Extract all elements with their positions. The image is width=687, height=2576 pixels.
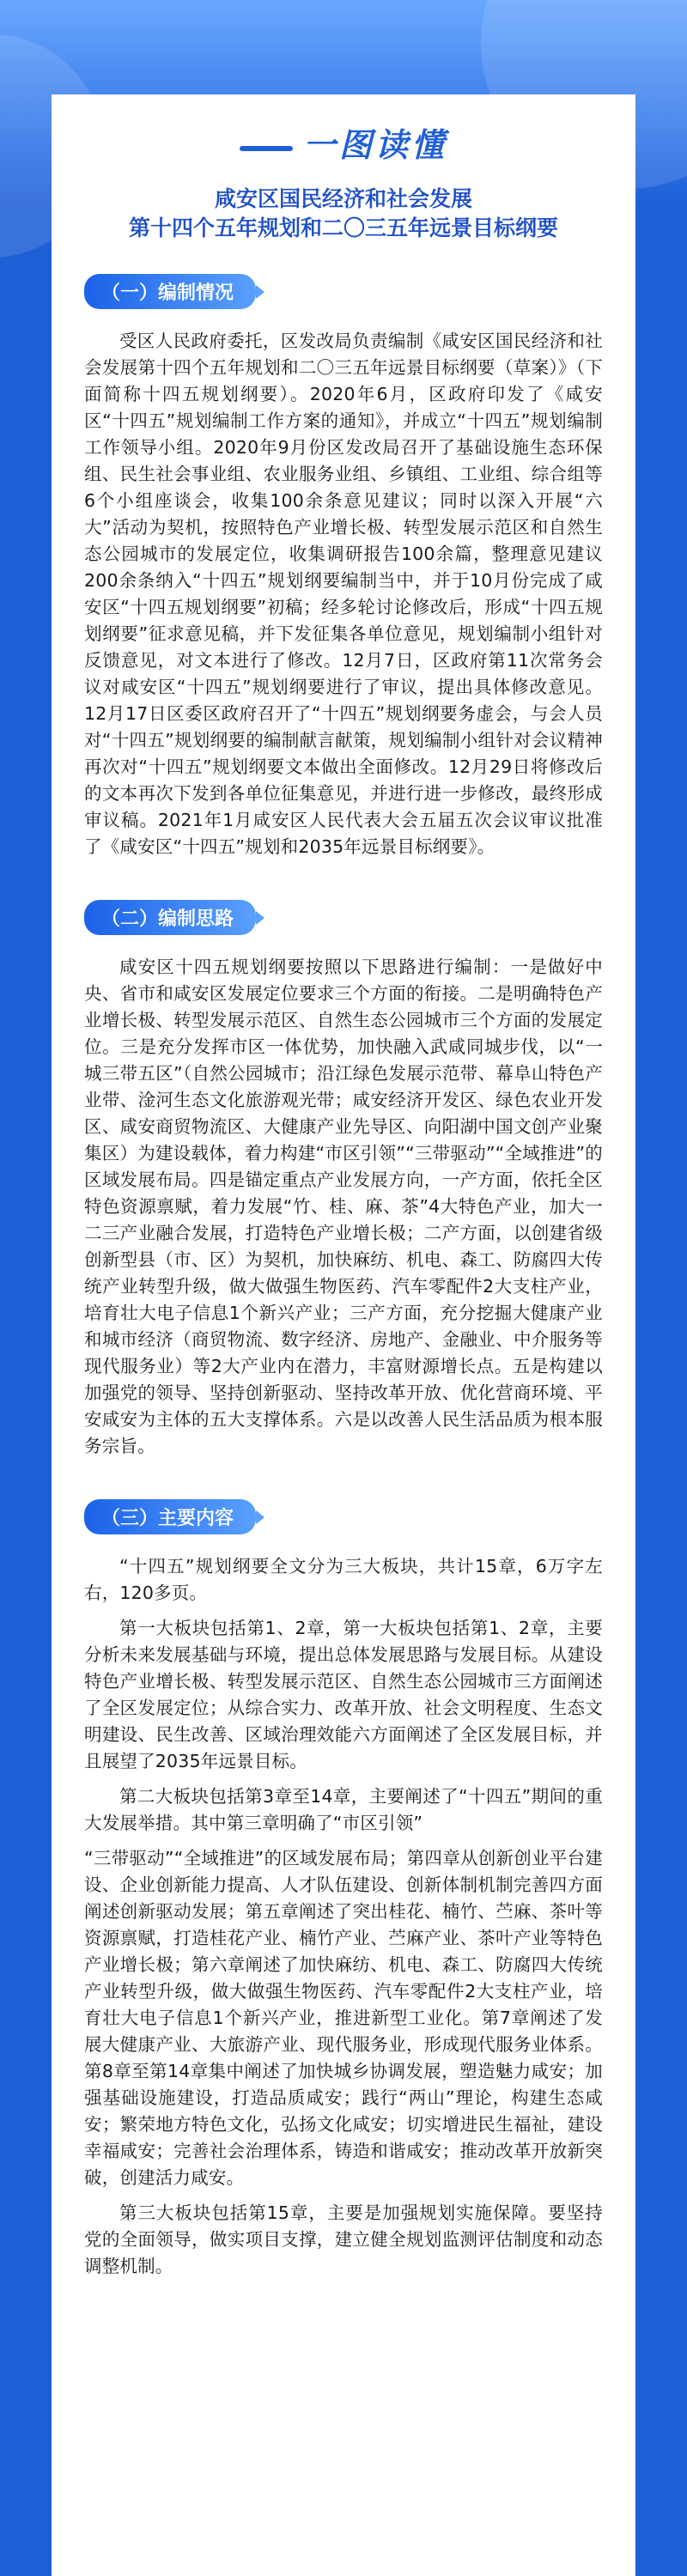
brand-logo: 一图读懂 xyxy=(84,118,603,166)
paragraph: “十四五”规划纲要全文分为三大板块，共计15章，6万字左右，120多页。 xyxy=(84,1556,603,1603)
paragraph: 第一大板块包括第1、2章，第一大板块包括第1、2章，主要分析未来发展基础与环境，提出总体发展思路与发展目标。从建设特色产业增长极、转型发展示范区、自然生态公园城市三方面阐述了全区发展定位；从综合实力、改革开放、社会文明程度、生态文明建设、民生改善、区域治理效能六方面阐述了全区发展目标，并且展望了2035年远景目标。 xyxy=(84,1618,603,1771)
section-heading: （二）编制思路 xyxy=(84,900,256,935)
section-3 xyxy=(84,1468,603,2280)
section-heading: （三）主要内容 xyxy=(84,1499,256,1534)
title-line: 第十四个五年规划和二〇三五年远景目标纲要 xyxy=(128,216,558,240)
document-card xyxy=(52,94,635,2576)
title-line: 咸安区国民经济和社会发展 xyxy=(214,186,472,211)
brand-mark-icon xyxy=(240,146,293,151)
paragraph: 第三大板块包括第15章，主要是加强规划实施保障。要坚持党的全面领导，做实项目支撑，建立健全规划监测评估制度和动态调整机制。 xyxy=(84,2202,603,2276)
paragraph: 受区人民政府委托，区发改局负责编制《咸安区国民经济和社会发展第十四个五年规划和二〇三五年远景目标纲要（草案）》（下面简称十四五规划纲要）。2020年6月，区政府印发了《咸安区“十四五”规划编制工作方案的通知》，并成立“十四五”规划编制工作领导小组。2020年9月份区发改局召开了基础设施生态环保组、民生社会事业组、农业服务业组、乡镇组、工业组、综合组等6个小组座谈会，收集100余条意见建议；同时以深入开展“六大”活动为契机，按照特色产业增长极、转型发展示范区和自然生态公园城市的发展定位，收集调研报告100余篇，整理意见建议200余条纳入“十四五”规划纲要编制当中，并于10月份完成了咸安区“十四五规划纲要”初稿；经多轮讨论修改后，形成“十四五规划纲要”征求意见稿，并下发征集各单位意见，规划编制小组针对反馈意见，对文本进行了修改。12月7日，区政府第11次常务会议对咸安区“十四五”规划纲要进行了审议，提出具体修改意见。12月17日区委区政府召开了“十四五”规划纲要务虚会，与会人员对“十四五”规划纲要的编制献言献策，规划编制小组针对会议精神再次对“十四五”规划纲要文本做出全面修改。12月29日将修改后的文本再次下发到各单位征集意见，并进行进一步修改，最终形成审议稿。2021年1月咸安区人民代表大会五届五次会议审议批准了《咸安区“十四五”规划和2035年远景目标纲要》。 xyxy=(84,331,603,857)
paragraph: 咸安区十四五规划纲要按照以下思路进行编制：一是做好中央、省市和咸安区发展定位要求三个方面的衔接。二是明确特色产业增长极、转型发展示范区、自然生态公园城市三个方面的发展定位。三是充分发挥市区一体优势，加快融入武咸同城步伐，以“一城三带五区”（自然公园城市；沿江绿色发展示范带、幕阜山特色产业带、淦河生态文化旅游观光带；咸安经济开发区、绿色农业开发区、咸安商贸物流区、大健康产业先导区、向阳湖中国文创产业聚集区）为建设载体，着力构建“市区引领”“三带驱动”“全域推进”的区域发展布局。四是锚定重点产业发展方向，一产方面，依托全区特色资源禀赋，着力发展“竹、桂、麻、茶”4大特色产业，加大一二三产业融合发展，打造特色产业增长极；二产方面，以创建省级创新型县（市、区）为契机，加快麻纺、机电、森工、防腐四大传统产业转型升级，做大做强生物医药、汽车零配件2大支柱产业，培育壮大电子信息1个新兴产业；三产方面，充分挖掘大健康产业和城市经济（商贸物流、数字经济、房地产、金融业、中介服务等现代服务业）等2大产业内在潜力，丰富财源增长点。五是构建以加强党的领导、坚持创新驱动、坚持改革开放、优化营商环境、平安咸安为主体的五大支撑体系。六是以改善人民生活品质为根本服务宗旨。 xyxy=(84,957,603,1456)
paragraph: 第二大板块包括第3章至14章，主要阐述了“十四五”期间的重大发展举措。其中第三章明确了“市区引领” xyxy=(84,1786,603,1833)
section-2 xyxy=(84,869,603,1460)
section-1 xyxy=(84,243,603,860)
paragraph: “三带驱动”“全域推进”的区域发展布局；第四章从创新创业平台建设、企业创新能力提高、人才队伍建设、创新体制机制完善四方面阐述创新驱动发展；第五章阐述了突出桂花、楠竹、苎麻、茶叶等资源禀赋，打造桂花产业、楠竹产业、苎麻产业、茶叶产业等特色产业增长极；第六章阐述了加快麻纺、机电、森工、防腐四大传统产业转型升级，做大做强生物医药、汽车零配件2大支柱产业，培育壮大电子信息1个新兴产业，推进新型工业化。第7章阐述了发展大健康产业、大旅游产业、现代服务业，形成现代服务业体系。第8章至第14章集中阐述了加快城乡协调发展，塑造魅力咸安；加强基础设施建设，打造品质咸安；践行“两山”理论，构建生态咸安；繁荣地方特色文化，弘扬文化咸安；切实增进民生福祉，建设幸福咸安；完善社会治理体系，铸造和谐咸安；推动改革开放新突破，创建活力咸安。 xyxy=(84,1848,603,2188)
document-title xyxy=(84,185,603,243)
section-heading: （一）编制情况 xyxy=(84,274,256,309)
